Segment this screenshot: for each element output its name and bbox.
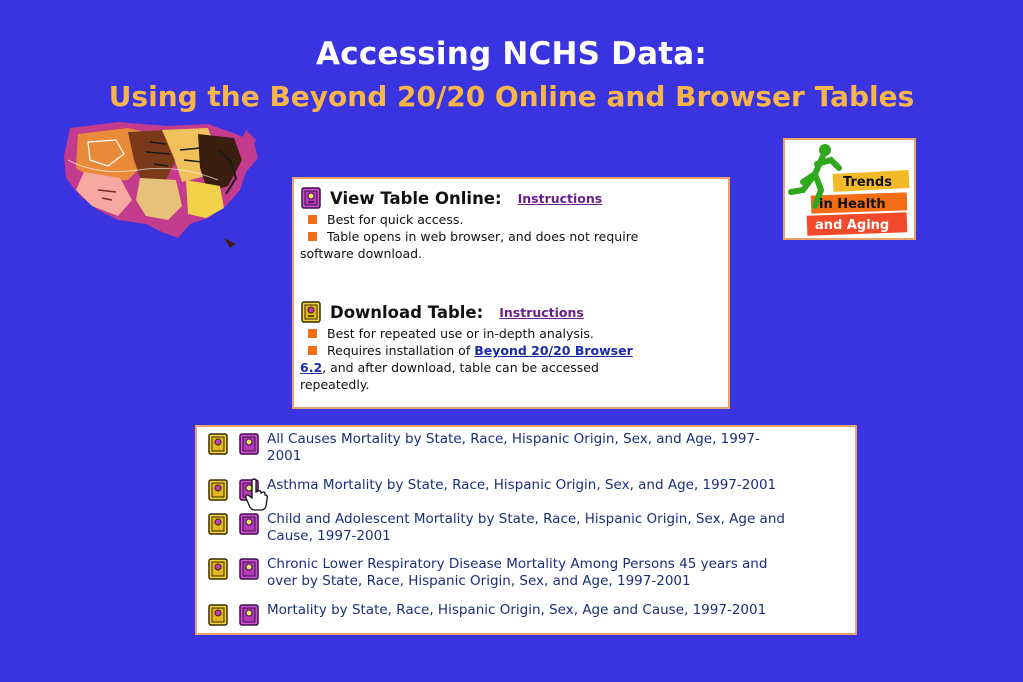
table-row <box>207 511 852 545</box>
beyond-2020-browser-version-link[interactable]: 6.2 <box>300 360 323 375</box>
bullet-text: Best for repeated use or in-depth analysis. <box>327 326 594 341</box>
download-continuation: repeatedly. <box>300 377 370 392</box>
view-online-icon[interactable] <box>300 187 322 209</box>
table-title-line: Child and Adolescent Mortality by State, Race, Hispanic Origin, Sex, Age and <box>267 511 785 527</box>
table-title-line: over by State, Race, Hispanic Origin, Sex, and Age, 1997-2001 <box>267 573 691 589</box>
view-online-section <box>300 185 726 262</box>
table-row <box>207 556 852 590</box>
view-online-icon[interactable] <box>238 433 260 455</box>
bullet-square-icon <box>308 215 317 224</box>
download-heading: Download Table: <box>330 302 484 322</box>
runner-figure-logo-art <box>785 140 914 238</box>
beyond-2020-browser-link[interactable]: Beyond 20/20 Browser <box>474 343 633 358</box>
table-title-link[interactable] <box>267 477 852 494</box>
download-table-icon[interactable] <box>207 604 229 626</box>
table-row <box>207 477 852 501</box>
logo-line-1: Trends <box>843 175 892 190</box>
download-table-icon[interactable] <box>207 479 229 501</box>
table-title-link[interactable] <box>267 511 852 545</box>
view-online-bullet-1 <box>300 211 726 228</box>
view-online-instructions-link[interactable]: Instructions <box>517 190 603 206</box>
view-online-icon[interactable] <box>238 558 260 580</box>
table-title-line: Cause, 1997-2001 <box>267 528 391 544</box>
download-table-icon[interactable] <box>207 558 229 580</box>
download-bullet-1 <box>300 325 726 342</box>
trends-health-aging-logo <box>783 138 916 240</box>
page-subtitle: Using the Beyond 20/20 Online and Browser Tables <box>108 80 915 113</box>
table-title-link[interactable] <box>267 431 852 465</box>
bullet-text: Requires installation of <box>327 343 475 358</box>
view-online-bullet-2 <box>300 228 726 245</box>
table-title-line: Asthma Mortality by State, Race, Hispanic Origin, Sex, and Age, 1997-2001 <box>267 477 777 493</box>
download-bullet-2-line-2 <box>300 359 726 376</box>
table-row <box>207 431 852 465</box>
hand-pointer-cursor-icon <box>244 478 268 512</box>
view-online-icon[interactable] <box>238 513 260 535</box>
table-title-line: All Causes Mortality by State, Race, Hispanic Origin, Sex, and Age, 1997- <box>267 431 760 447</box>
us-map-faces-illustration <box>58 120 263 250</box>
download-section <box>300 299 726 393</box>
bullet-text: Table opens in web browser, and does not require <box>327 229 639 244</box>
logo-line-2: in Health <box>819 197 886 212</box>
bullet-text: Best for quick access. <box>327 212 464 227</box>
bullet-square-icon <box>308 329 317 338</box>
download-instructions-link[interactable]: Instructions <box>499 304 584 320</box>
view-online-continuation: software download. <box>300 246 423 261</box>
download-bullet-2 <box>300 342 726 359</box>
table-row <box>207 602 852 626</box>
view-online-heading: View Table Online: <box>330 188 502 208</box>
bullet-text: , and after download, table can be accessed <box>322 360 599 375</box>
table-title-link[interactable] <box>267 602 852 619</box>
table-list <box>195 425 857 635</box>
download-table-icon[interactable] <box>300 301 322 323</box>
page-title: Accessing NCHS Data: <box>316 36 707 72</box>
table-title-line: Mortality by State, Race, Hispanic Origin, Sex, Age and Cause, 1997-2001 <box>267 602 767 618</box>
bullet-square-icon <box>308 232 317 241</box>
table-title-link[interactable] <box>267 556 852 590</box>
bullet-square-icon <box>308 346 317 355</box>
table-title-line: 2001 <box>267 448 302 464</box>
instructions-panel <box>292 177 730 409</box>
logo-line-3: and Aging <box>815 218 890 233</box>
download-table-icon[interactable] <box>207 513 229 535</box>
table-title-line: Chronic Lower Respiratory Disease Mortality Among Persons 45 years and <box>267 556 768 572</box>
download-table-icon[interactable] <box>207 433 229 455</box>
view-online-icon[interactable] <box>238 604 260 626</box>
